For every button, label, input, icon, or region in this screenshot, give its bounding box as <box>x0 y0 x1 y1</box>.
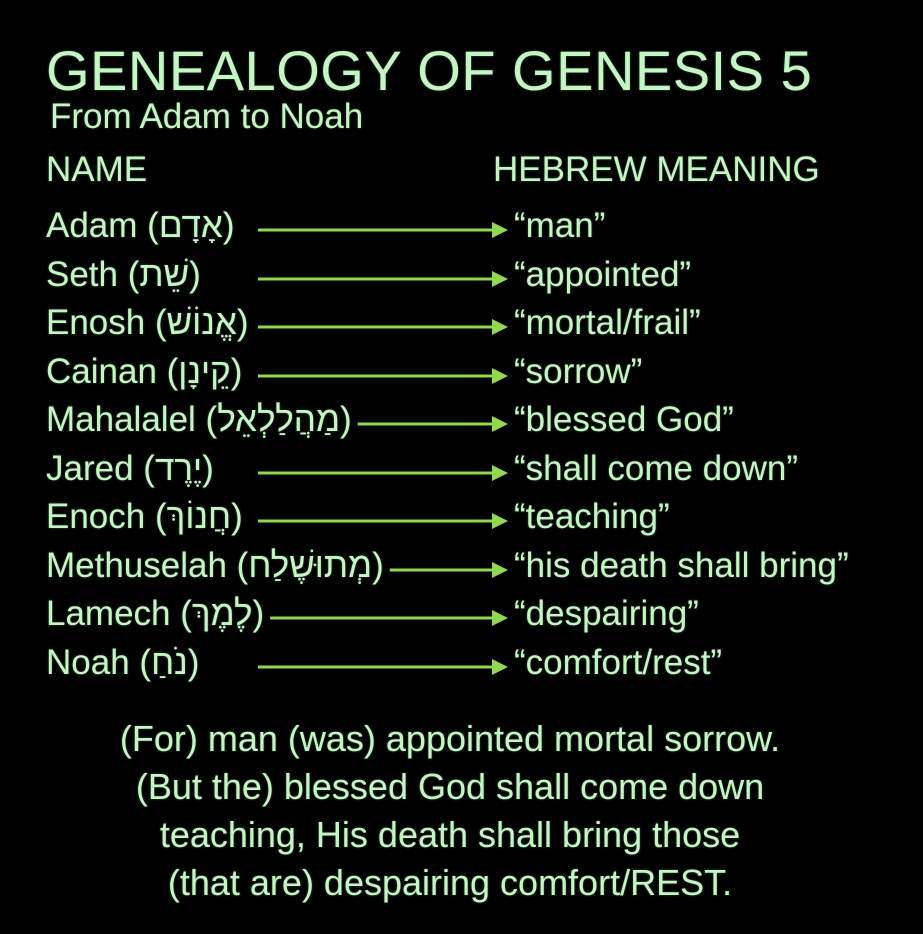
hebrew-meaning: “mortal/frail” <box>514 303 701 342</box>
genealogy-row <box>0 546 923 590</box>
arrow-head <box>492 465 508 481</box>
genealogy-row <box>0 206 923 250</box>
arrow-icon <box>0 303 923 347</box>
person-name: Enosh (אֱנוֹשׁ) <box>46 303 249 342</box>
genealogy-row <box>0 449 923 493</box>
hebrew-meaning: “appointed” <box>514 254 692 294</box>
summary-line: (But the) blessed God shall come down <box>135 766 765 807</box>
arrow-head <box>492 562 508 578</box>
arrow-icon <box>0 352 923 396</box>
genealogy-row <box>0 255 923 299</box>
arrow-icon <box>0 206 923 250</box>
person-name: Enoch (חֲנוֹךְ) <box>46 497 243 536</box>
arrow-icon <box>0 400 923 444</box>
person-name: Seth (שֵׁת) <box>46 254 201 294</box>
hebrew-meaning: “his death shall bring” <box>514 545 849 585</box>
column-header-name: NAME <box>46 150 148 189</box>
arrow-head <box>492 271 508 287</box>
column-header-meaning: HEBREW MEANING <box>493 150 820 189</box>
genealogy-row <box>0 497 923 541</box>
page-subtitle: From Adam to Noah <box>50 97 364 136</box>
person-name: Lamech (לֶמֶךְ) <box>46 594 265 633</box>
hebrew-meaning: “teaching” <box>514 497 670 536</box>
arrow-head <box>492 610 508 626</box>
hebrew-meaning: “shall come down” <box>514 448 798 488</box>
hebrew-meaning: “sorrow” <box>514 351 643 391</box>
summary-line: (For) man (was) appointed mortal sorrow. <box>119 718 781 759</box>
person-name: Mahalalel (מַהֲלַלְאֵל) <box>46 400 352 439</box>
person-name: Jared (יֶרֶד) <box>46 448 214 488</box>
genealogy-row <box>0 303 923 347</box>
hebrew-meaning: “blessed God” <box>514 400 734 439</box>
hebrew-meaning: “despairing” <box>514 594 699 633</box>
summary-line: teaching, His death shall bring those <box>159 814 741 855</box>
genealogy-row <box>0 400 923 444</box>
person-name: Methuselah (מְתוּשֶׁלַח) <box>46 545 384 585</box>
hebrew-meaning: “man” <box>514 206 606 245</box>
arrow-icon <box>0 497 923 541</box>
genealogy-row <box>0 643 923 687</box>
arrow-icon <box>0 643 923 687</box>
arrow-head <box>492 368 508 384</box>
summary-message <box>0 715 900 907</box>
arrow-head <box>492 222 508 238</box>
summary-line: (that are) despairing comfort/REST. <box>167 862 733 903</box>
page-title: GENEALOGY OF GENESIS 5 <box>46 39 813 102</box>
arrow-head <box>492 416 508 432</box>
hebrew-meaning: “comfort/rest” <box>514 642 723 682</box>
person-name: Noah (נֹחַ) <box>46 642 200 682</box>
genealogy-row <box>0 594 923 638</box>
arrow-head <box>492 659 508 675</box>
arrow-head <box>492 319 508 335</box>
person-name: Cainan (קֵינָן) <box>46 351 243 391</box>
arrow-icon <box>0 255 923 299</box>
arrow-icon <box>0 594 923 638</box>
person-name: Adam (אָדָם) <box>46 206 235 245</box>
arrow-head <box>492 513 508 529</box>
genealogy-row <box>0 352 923 396</box>
